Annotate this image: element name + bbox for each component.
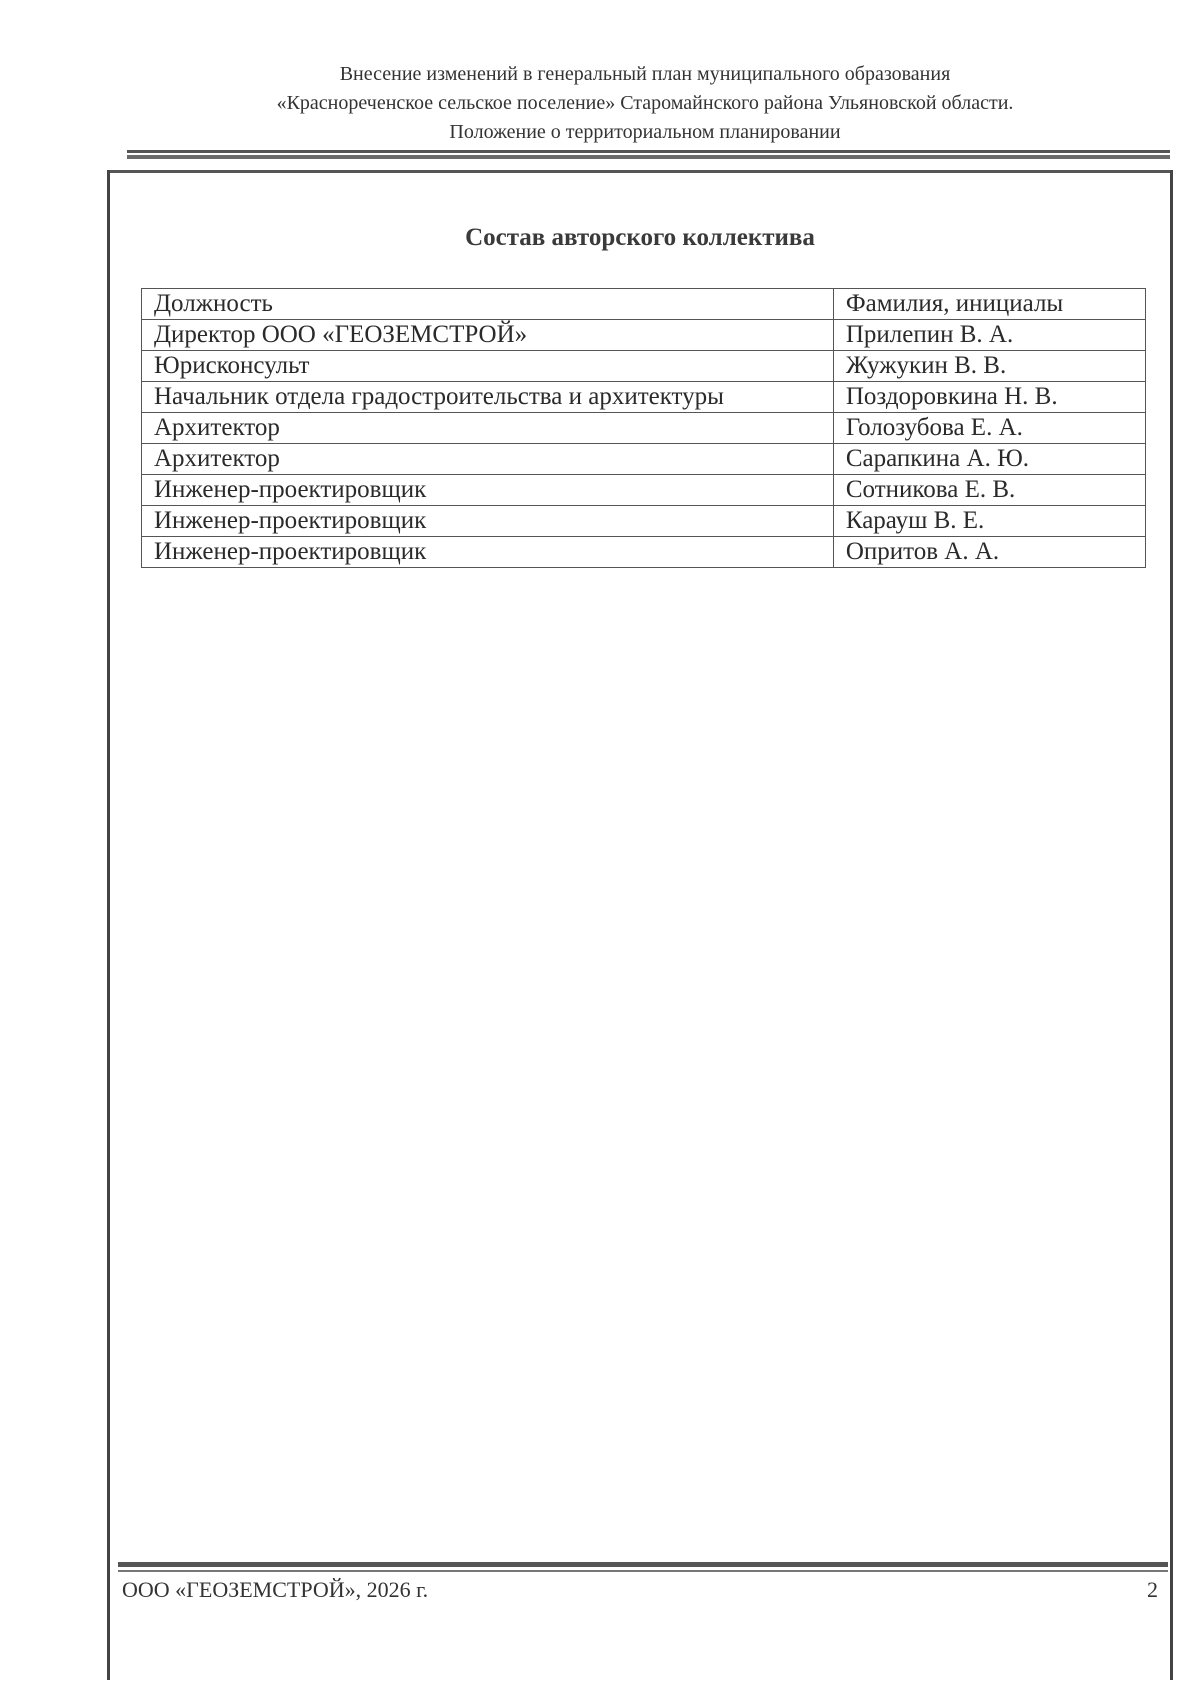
header-rule-double bbox=[127, 155, 1170, 159]
section-title: Состав авторского коллектива bbox=[465, 224, 815, 251]
table-row bbox=[142, 444, 1146, 475]
page-number: 2 bbox=[1147, 1577, 1158, 1602]
header-line-2: «Краснореченское сельское поселение» Старомайнского района Ульяновской области. bbox=[276, 92, 1014, 114]
column-header-position: Должность bbox=[142, 289, 834, 320]
table-row bbox=[142, 413, 1146, 444]
table-header-row bbox=[142, 289, 1146, 320]
cell-position: Юрисконсульт bbox=[142, 351, 834, 382]
frame-right-border bbox=[1170, 170, 1173, 1680]
table-row bbox=[142, 537, 1146, 568]
cell-name: Прилепин В. А. bbox=[833, 320, 1145, 351]
header-line-3: Положение о территориальном планировании bbox=[449, 121, 841, 143]
cell-name: Жужукин В. В. bbox=[833, 351, 1145, 382]
cell-position: Директор ООО «ГЕОЗЕМСТРОЙ» bbox=[142, 320, 834, 351]
cell-name: Голозубова Е. А. bbox=[833, 413, 1145, 444]
frame-top-border bbox=[107, 170, 1173, 173]
table-row bbox=[142, 320, 1146, 351]
table-row bbox=[142, 506, 1146, 537]
footer-rule bbox=[118, 1562, 1168, 1567]
footer-company: ООО «ГЕОЗЕМСТРОЙ», 2026 г. bbox=[122, 1577, 429, 1602]
table-row bbox=[142, 382, 1146, 413]
footer-rule-thin bbox=[118, 1570, 1168, 1572]
cell-name: Сарапкина А. Ю. bbox=[833, 444, 1145, 475]
cell-position: Инженер-проектировщик bbox=[142, 537, 834, 568]
cell-name: Опритов А. А. bbox=[833, 537, 1145, 568]
table-row bbox=[142, 351, 1146, 382]
header-line-1: Внесение изменений в генеральный план муниципального образования bbox=[339, 63, 951, 85]
cell-name: Сотникова Е. В. bbox=[833, 475, 1145, 506]
document-header bbox=[120, 60, 1170, 147]
authors-table bbox=[141, 288, 1146, 568]
frame-left-border bbox=[107, 170, 110, 1680]
table-row bbox=[142, 475, 1146, 506]
cell-position: Инженер-проектировщик bbox=[142, 506, 834, 537]
cell-position: Архитектор bbox=[142, 413, 834, 444]
cell-position: Начальник отдела градостроительства и архитектуры bbox=[142, 382, 834, 413]
header-rule bbox=[127, 150, 1170, 153]
cell-position: Инженер-проектировщик bbox=[142, 475, 834, 506]
cell-name: Поздоровкина Н. В. bbox=[833, 382, 1145, 413]
column-header-name: Фамилия, инициалы bbox=[833, 289, 1145, 320]
cell-position: Архитектор bbox=[142, 444, 834, 475]
cell-name: Карауш В. Е. bbox=[833, 506, 1145, 537]
